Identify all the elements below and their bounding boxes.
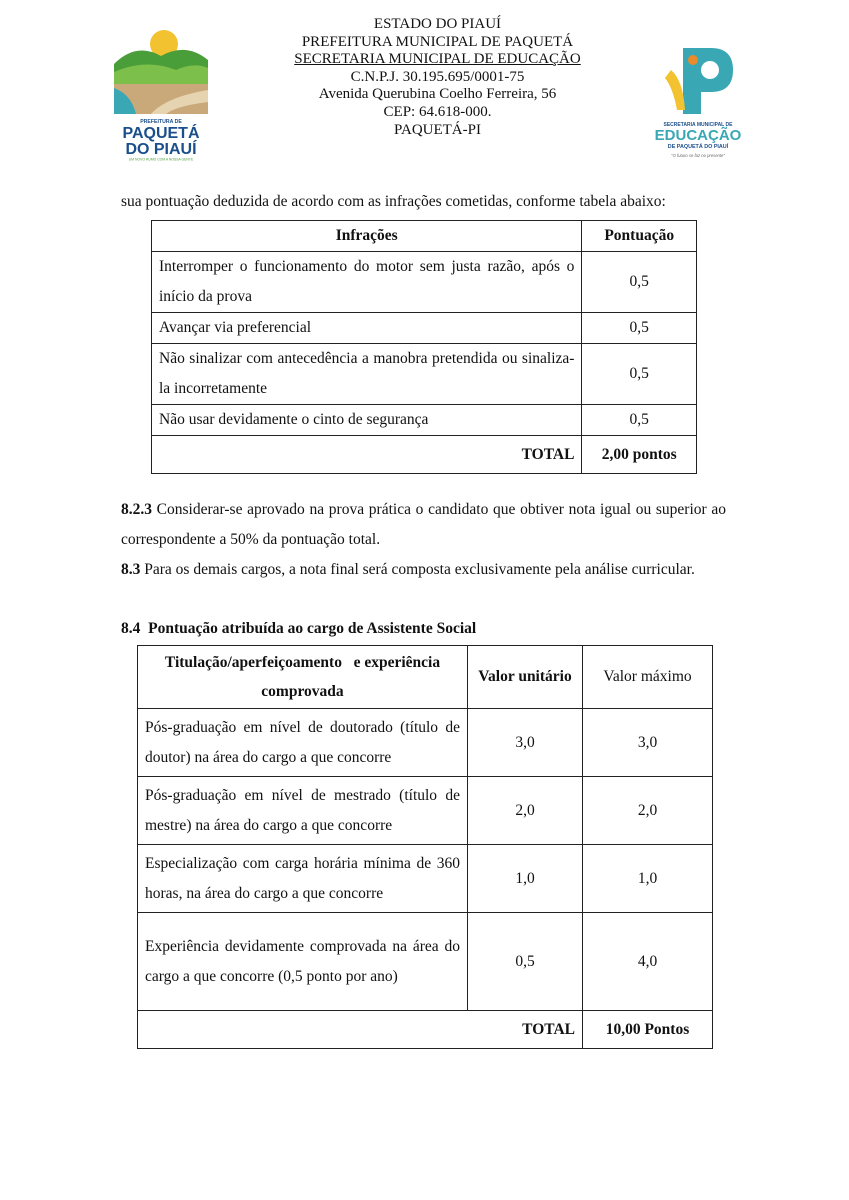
- logo-right-tagline: "O futuro se faz no presente": [671, 153, 725, 158]
- col-header-titulacao: Titulação/aperfeiçoamento e experiência comprovada: [138, 646, 468, 709]
- row-unit-value: 1,0: [468, 845, 583, 913]
- intro-paragraph: sua pontuação deduzida de acordo com as infrações cometidas, conforme tabela abaixo:: [121, 193, 666, 210]
- assistente-social-scoring-table: [137, 645, 713, 1049]
- cnpj: C.N.P.J. 30.195.695/0001-75: [350, 68, 525, 85]
- logo-right-top-text: SECRETARIA MUNICIPAL DE: [663, 122, 733, 128]
- table-row: [152, 313, 697, 344]
- prefecture-name: PREFEITURA MUNICIPAL DE PAQUETÁ: [301, 33, 574, 50]
- paragraph-8-3: [121, 555, 726, 585]
- section-title: Pontuação atribuída ao cargo de Assistente Social: [140, 620, 477, 637]
- logo-left-top-text: PREFEITURA DE: [140, 119, 182, 125]
- row-unit-value: 0,5: [468, 913, 583, 1011]
- row-label: Não usar devidamente o cinto de segurança: [152, 405, 582, 436]
- row-value: 0,5: [582, 252, 697, 313]
- row-label: Avançar via preferencial: [152, 313, 582, 344]
- paragraph-text: Para os demais cargos, a nota final será composta exclusivamente pela análise curricular.: [140, 561, 695, 578]
- row-max-value: 4,0: [583, 913, 713, 1011]
- row-label: Pós-graduação em nível de mestrado (título de mestre) na área do cargo a que concorre: [138, 777, 468, 845]
- col-header-max-value: Valor máximo: [583, 646, 713, 709]
- section-number: 8.4: [121, 620, 141, 637]
- section-number: 8.3: [121, 561, 141, 578]
- total-row: [152, 436, 697, 474]
- table-row: [138, 777, 713, 845]
- row-unit-value: 3,0: [468, 709, 583, 777]
- table-header-row: [138, 646, 713, 709]
- row-label: Interromper o funcionamento do motor sem justa razão, após o início da prova: [152, 252, 582, 313]
- table-row: [138, 845, 713, 913]
- table-row: [138, 709, 713, 777]
- letterhead: [0, 0, 849, 190]
- row-value: 0,5: [582, 313, 697, 344]
- row-label: Experiência devidamente comprovada na área do cargo a que concorre (0,5 ponto por ano): [138, 913, 468, 1011]
- row-label: Pós-graduação em nível de doutorado (título de doutor) na área do cargo a que concorre: [138, 709, 468, 777]
- table-header-row: [152, 221, 697, 252]
- logo-right-sub: DE PAQUETÁ DO PIAUÍ: [667, 144, 729, 150]
- row-value: 0,5: [582, 344, 697, 405]
- col-header-unit-value: Valor unitário: [468, 646, 583, 709]
- table-row: [138, 913, 713, 1011]
- paragraph-text: Considerar-se aprovado na prova prática o candidato que obtiver nota igual ou superior ao correspondente a 50% da pontuação total.: [121, 501, 726, 548]
- row-label: Não sinalizar com antecedência a manobra pretendida ou sinaliza-la incorretamente: [152, 344, 582, 405]
- section-number: 8.2.3: [121, 501, 152, 518]
- col-header-infractions: Infrações: [152, 221, 582, 252]
- row-max-value: 3,0: [583, 709, 713, 777]
- total-value: 2,00 pontos: [582, 436, 697, 474]
- row-label: Especialização com carga horária mínima de 360 horas, na área do cargo a que concorre: [138, 845, 468, 913]
- infractions-table: [151, 220, 697, 474]
- letterhead-text: [240, 16, 635, 139]
- heading-8-4: [121, 614, 726, 644]
- row-max-value: 2,0: [583, 777, 713, 845]
- row-value: 0,5: [582, 405, 697, 436]
- paragraph-8-2-3: [121, 495, 726, 555]
- row-max-value: 1,0: [583, 845, 713, 913]
- city: PAQUETÁ-PI: [394, 121, 481, 138]
- table-row: [152, 252, 697, 313]
- logo-right-name: EDUCAÇÃO: [654, 127, 742, 144]
- paqueta-logo: [106, 22, 216, 162]
- education-secretariat-logo: [643, 40, 753, 168]
- total-value: 10,00 Pontos: [583, 1011, 713, 1049]
- col-header-score: Pontuação: [582, 221, 697, 252]
- row-unit-value: 2,0: [468, 777, 583, 845]
- state-name: ESTADO DO PIAUÍ: [373, 16, 502, 32]
- logo-left-tagline: UM NOVO RUMO COM A NOSSA GENTE: [128, 157, 194, 162]
- secretariat-name: SECRETARIA MUNICIPAL DE EDUCAÇÃO: [294, 51, 581, 68]
- total-row: [138, 1011, 713, 1049]
- cep: CEP: 64.618-000.: [383, 103, 492, 120]
- table-row: [152, 405, 697, 436]
- address: Avenida Querubina Coelho Ferreira, 56: [318, 86, 557, 103]
- total-label: TOTAL: [138, 1011, 583, 1049]
- table-row: [152, 344, 697, 405]
- logo-left-name1: PAQUETÁ: [122, 125, 200, 142]
- logo-left-name2: DO PIAUÍ: [125, 141, 197, 158]
- total-label: TOTAL: [152, 436, 582, 474]
